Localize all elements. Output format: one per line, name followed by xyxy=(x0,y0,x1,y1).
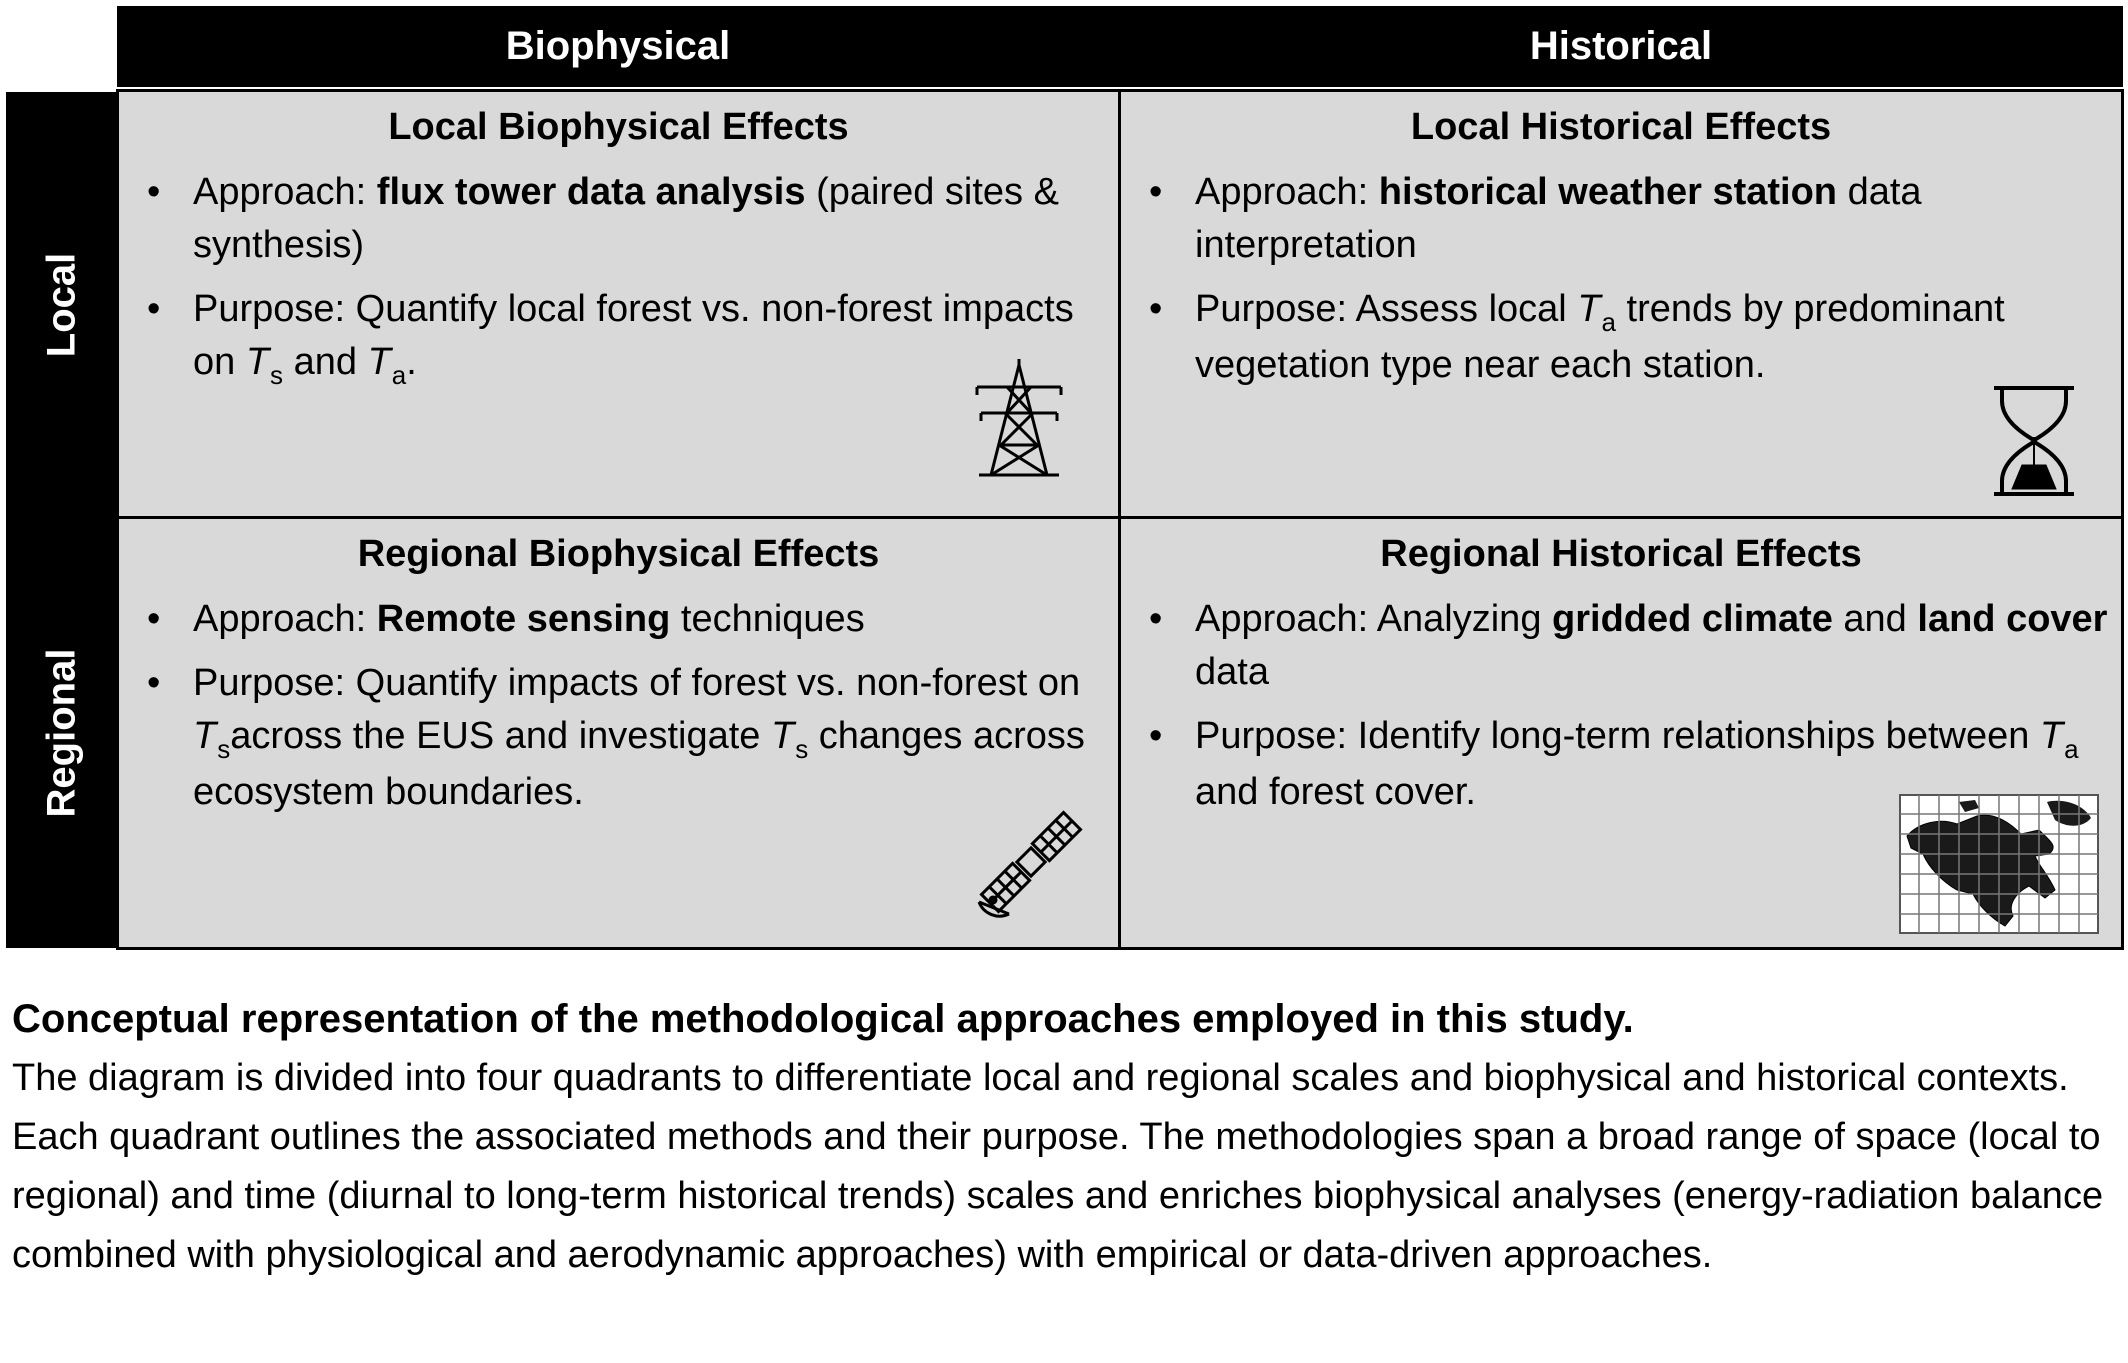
row-label-regional: Regional xyxy=(39,648,83,817)
approach-method: flux tower data analysis xyxy=(376,171,806,213)
gridded-map-icon xyxy=(1899,794,2099,934)
column-header-historical: Historical xyxy=(1119,6,2123,87)
approach-prefix: Approach: xyxy=(193,598,377,640)
purpose-text: Purpose: Quantify impacts of forest vs. non-forest on xyxy=(193,662,1081,704)
approach-mid: and xyxy=(1832,598,1918,640)
approach-bullet xyxy=(141,593,1106,646)
caption-title: Conceptual representation of the methodological approaches employed in this study. xyxy=(12,997,1634,1041)
approach-suffix: data interpretation xyxy=(1195,171,1922,266)
purpose-text: Purpose: Assess local xyxy=(1195,288,1578,330)
caption-body: The diagram is divided into four quadrants to differentiate local and regional scales and biophysical and historical contexts. Each quadrant outlines the associated methods and their purpose. The methodologies span a broad range of space (local to regional) and time (diurnal to long-term historical trends) scales and enriches biophysical analyses (energy-radiation balance combined with physiological and aerodynamic approaches) with empirical or data-driven approaches. xyxy=(12,1057,2104,1276)
purpose-mid: across the EUS and investigate xyxy=(230,715,771,757)
approach-method: historical weather station xyxy=(1378,171,1838,213)
column-header-biophysical: Biophysical xyxy=(117,6,1119,87)
quadrant-title: Local Historical Effects xyxy=(1410,106,1832,148)
symbol-subscript: a xyxy=(2064,734,2079,764)
approach-bullet xyxy=(1143,593,2109,699)
approach-prefix: Approach: xyxy=(193,171,377,213)
approach-prefix: Approach: Analyzing xyxy=(1195,598,1553,640)
approach-bullet xyxy=(1143,166,2109,272)
approach-suffix: techniques xyxy=(670,598,865,640)
symbol-subscript: a xyxy=(391,360,407,390)
approach-method: land cover xyxy=(1917,598,2108,640)
symbol-subscript: s xyxy=(270,360,284,390)
row-header-regional xyxy=(6,517,117,948)
row-label-local: Local xyxy=(39,252,83,357)
approach-method: Remote sensing xyxy=(376,598,671,640)
purpose-bullet xyxy=(1143,283,2109,392)
surface-temperature-symbol: T xyxy=(193,715,217,757)
quadrant-regional-historical xyxy=(1118,516,2124,950)
purpose-text: Purpose: Quantify local forest vs. non-forest impacts on xyxy=(193,288,1074,383)
surface-temperature-symbol: T xyxy=(245,341,270,383)
quadrant-local-biophysical xyxy=(116,89,1121,519)
purpose-end: changes across ecosystem boundaries. xyxy=(193,715,1085,813)
quadrant-title: Regional Historical Effects xyxy=(1380,533,1862,575)
quadrant-bullets xyxy=(141,593,1106,830)
symbol-subscript: s xyxy=(217,734,231,764)
quadrant-local-historical xyxy=(1118,89,2124,519)
purpose-end: and forest cover. xyxy=(1195,771,1476,813)
approach-suffix: data xyxy=(1195,651,1269,693)
transmission-tower-icon xyxy=(969,357,1069,477)
purpose-bullet xyxy=(141,283,1106,392)
quadrant-bullets xyxy=(1143,166,2109,403)
purpose-text: Purpose: Identify long-term relationships between xyxy=(1195,715,2040,757)
air-temperature-symbol: T xyxy=(2039,715,2064,757)
row-header-local xyxy=(6,92,117,517)
quadrant-bullets xyxy=(141,166,1106,403)
quadrant-title: Local Biophysical Effects xyxy=(388,106,849,148)
quadrant-regional-biophysical xyxy=(116,516,1121,950)
purpose-bullet xyxy=(141,657,1106,819)
purpose-end: trends by predominant vegetation type near each station. xyxy=(1195,288,2005,386)
purpose-mid: and xyxy=(283,341,368,383)
surface-temperature-symbol: T xyxy=(770,715,795,757)
approach-bullet xyxy=(141,166,1106,272)
approach-method: gridded climate xyxy=(1552,598,1833,640)
figure-caption xyxy=(12,990,2112,1285)
air-temperature-symbol: T xyxy=(367,341,391,383)
approach-suffix: (paired sites & synthesis) xyxy=(193,171,1059,266)
satellite-icon xyxy=(971,802,1091,922)
symbol-subscript: a xyxy=(1601,307,1616,337)
air-temperature-symbol: T xyxy=(1577,288,1601,330)
purpose-end: . xyxy=(406,341,417,383)
hourglass-icon xyxy=(1992,385,2076,497)
quadrant-title: Regional Biophysical Effects xyxy=(357,533,880,575)
approach-prefix: Approach: xyxy=(1195,171,1379,213)
symbol-subscript: s xyxy=(795,734,809,764)
